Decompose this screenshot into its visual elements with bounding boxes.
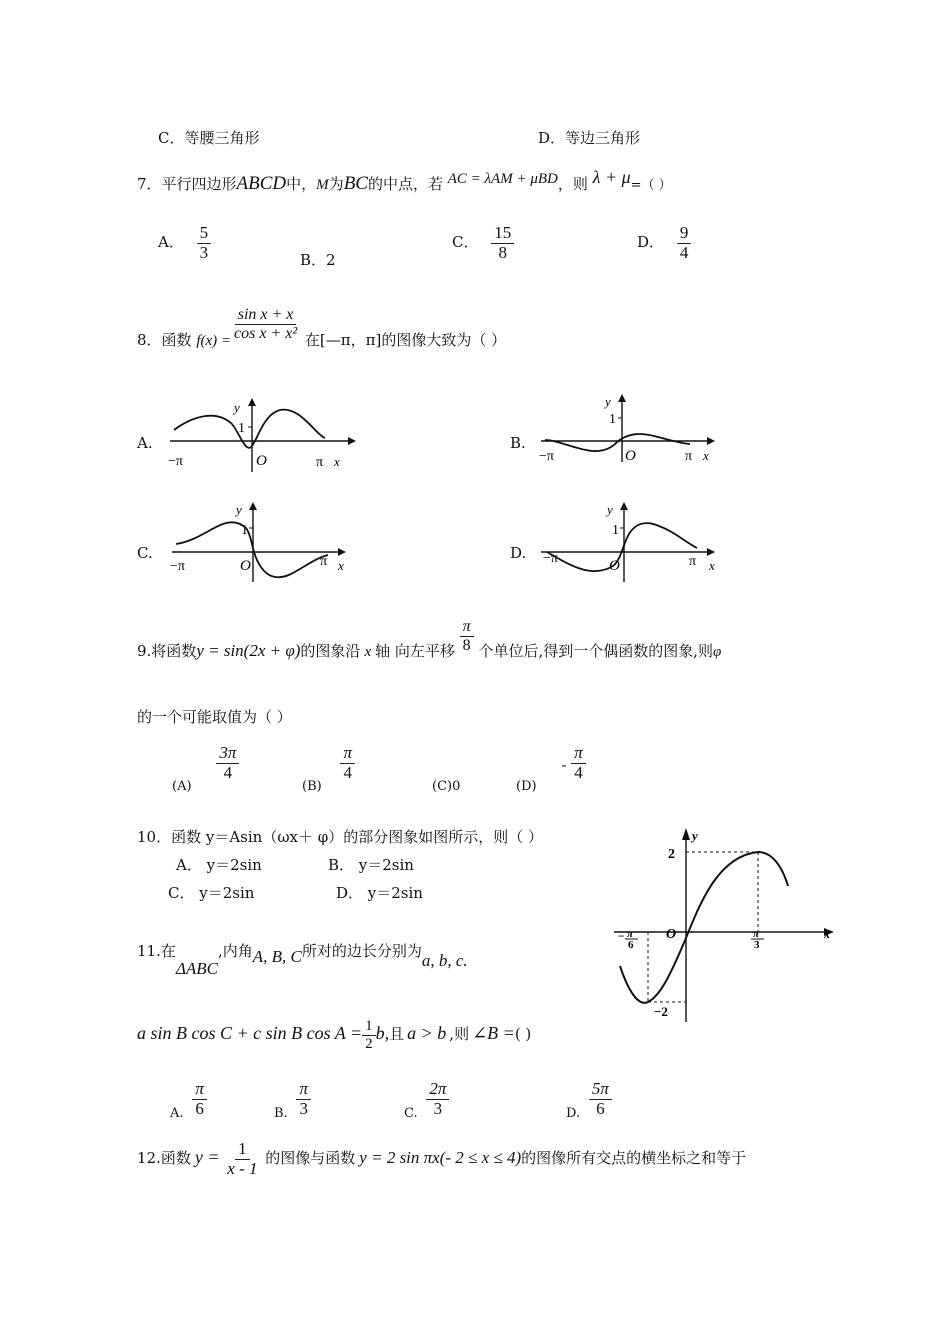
q8b-one: 1 [609, 412, 616, 427]
q9-option-b: (B) $\frac{\pi}{4}$ [302, 744, 355, 782]
q8-numerator: sin x + x [235, 306, 297, 325]
q10-stem: 10．函数 y＝Asin（ωx＋ φ）的部分图象如图所示，则（ ） [137, 828, 544, 846]
q11-option-a: A. $\frac{\pi}{6}$ [170, 1080, 207, 1118]
q11-stem: 11.在ΔABC,内角A, B, C所对的边长分别为a, b, c. [137, 942, 468, 978]
q7-option-c: C． $\frac{15}{8}$ [452, 224, 514, 262]
q11-equation: a sin B cos C + c sin B cos A = $\frac{1}{2}$ b,且 a > b ,则 ∠B =( ) [137, 1018, 532, 1052]
q8-graph-d [535, 500, 725, 585]
q10-x: x [824, 927, 830, 941]
q9-stem: 9.将函数y = sin(2x + φ)的图象沿 x 轴 向左平移 $\frac{\pi}{8}$ 个单位后,得到一个偶函数的图象,则φ [137, 618, 722, 660]
q9-option-c: (C)0 [432, 779, 461, 794]
q10-neg-sign: − [618, 929, 625, 943]
q8a-o: O [256, 453, 267, 469]
q8c-x: x [338, 558, 344, 573]
q8d-o: O [609, 558, 620, 574]
q10-graph [610, 826, 838, 1026]
q8-graph-a [160, 394, 360, 474]
q8b-y: y [605, 394, 611, 409]
q8a-one: 1 [238, 421, 245, 436]
q9-line2: 的一个可能取值为（ ） [137, 708, 292, 726]
q9-option-d: (D) - $\frac{\pi}{4}$ [516, 744, 586, 782]
q6-option-d: D．等边三角形 [538, 129, 641, 147]
q10-option-a: A． y＝2sin [176, 856, 262, 874]
q7-option-d: D． $\frac{9}{4}$ [637, 224, 691, 262]
q7-shape: ABCD [236, 173, 287, 194]
q8-denominator: cos x + x² [234, 324, 298, 342]
q7-number: 7．平行四边形 [137, 175, 237, 193]
q8c-pi: π [320, 554, 328, 569]
q10-y: y [692, 828, 698, 843]
q10-o: O [666, 927, 677, 942]
q7-option-b: B．2 [300, 251, 336, 269]
q8b-pi: π [685, 449, 693, 464]
q11-option-d: D. $\frac{5\pi}{6}$ [566, 1080, 612, 1118]
q8b-o: O [625, 448, 636, 464]
q8d-one: 1 [612, 523, 619, 538]
q10-pi3-den: 3 [754, 939, 760, 951]
q10-option-b: B． y＝2sin [328, 856, 414, 874]
q8-graph-c [166, 500, 356, 585]
q6-option-c: C．等腰三角形 [158, 129, 260, 147]
q11-option-b: B. $\frac{\pi}{3}$ [274, 1080, 311, 1118]
q8d-y: y [607, 502, 613, 517]
q10-neg-pi6-den: 6 [628, 939, 634, 951]
q8a-x: x [334, 454, 340, 469]
q10-neg-pi6-num: π [627, 928, 634, 940]
q9-function: y = sin(2x + φ) [196, 641, 301, 660]
q8a-pi: π [316, 455, 324, 470]
q11-option-c: C. $\frac{2\pi}{3}$ [404, 1080, 449, 1118]
q8-label-d: D. [510, 544, 527, 562]
q8d-pi: π [689, 554, 697, 569]
q7-stem: 7．平行四边形ABCD中，M为BC的中点，若 AC = λAM + μBD，则 λ + μ=（ ） [137, 167, 672, 194]
q9-option-a: (A) $\frac{3\pi}{4}$ [172, 744, 239, 782]
q8-label-c: C. [137, 544, 153, 562]
q10-neg-two: −2 [654, 1004, 668, 1019]
q8c-neg-pi: −π [170, 559, 185, 574]
q8a-y: y [234, 400, 240, 415]
q8c-one: 1 [241, 523, 248, 538]
q10-option-c: C． y＝2sin [168, 884, 255, 902]
q8d-x: x [709, 558, 715, 573]
q8c-y: y [236, 502, 242, 517]
q7-equation: AC = λAM + μBD [447, 171, 558, 187]
q8-graph-b [535, 392, 725, 464]
q8b-neg-pi: −π [539, 449, 554, 464]
q10-two: 2 [668, 847, 675, 862]
q8-stem: 8．函数 f(x) = $\frac{\text{sin x + x}}{\text{cos x + x²}}$ 在[—π，π]的图像大致为（ ） [137, 306, 507, 349]
q8c-o: O [240, 558, 251, 574]
q10-option-d: D． y＝2sin [336, 884, 423, 902]
q8b-x: x [703, 448, 709, 463]
q12-stem: 12.函数 y = $\frac{1}{x - 1}$ 的图像与函数 y = 2 sin πx(- 2 ≤ x ≤ 4)的图像所有交点的横坐标之和等于 [137, 1139, 747, 1178]
q8-label-a: A. [137, 434, 153, 452]
q8a-neg-pi: −π [168, 454, 183, 469]
q7-option-a: A． $\frac{5}{3}$ [158, 224, 211, 262]
q10-pi3-num: π [753, 928, 760, 940]
q8-label-b: B. [510, 434, 526, 452]
q8d-neg-pi: −π [543, 551, 558, 566]
